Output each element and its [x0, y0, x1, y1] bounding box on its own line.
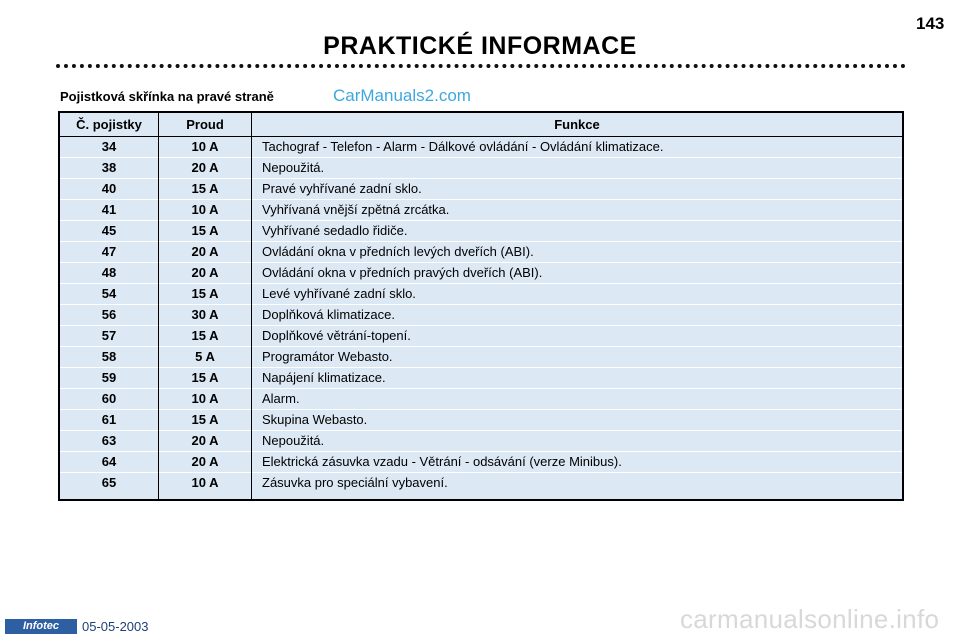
- section-title: Pojistková skřínka na pravé straně: [60, 89, 274, 104]
- fuse-number-cell: 38: [59, 158, 159, 179]
- current-cell: 15 A: [159, 179, 252, 200]
- fuse-number-cell: 61: [59, 410, 159, 431]
- column-header-fuse-number: Č. pojistky: [59, 112, 159, 137]
- footer-watermark: carmanualsonline.info: [680, 604, 940, 634]
- function-cell: Vyhřívané sedadlo řidiče.: [252, 221, 904, 242]
- table-row: [59, 242, 903, 263]
- current-cell: 15 A: [159, 221, 252, 242]
- function-cell: Levé vyhřívané zadní sklo.: [252, 284, 904, 305]
- current-cell: 20 A: [159, 263, 252, 284]
- current-cell: 10 A: [159, 473, 252, 501]
- table-row: [59, 452, 903, 473]
- table-body: [59, 137, 903, 501]
- current-cell: 15 A: [159, 284, 252, 305]
- function-cell: Ovládání okna v předních pravých dveřích (ABI).: [252, 263, 904, 284]
- function-cell: Programátor Webasto.: [252, 347, 904, 368]
- table-row: [59, 305, 903, 326]
- current-cell: 20 A: [159, 452, 252, 473]
- fuse-number-cell: 59: [59, 368, 159, 389]
- table-row: [59, 368, 903, 389]
- fuse-number-cell: 41: [59, 200, 159, 221]
- table-row: [59, 137, 903, 158]
- fuse-table: [58, 111, 904, 501]
- watermark-link[interactable]: CarManuals2.com: [333, 86, 471, 105]
- table-row: [59, 158, 903, 179]
- column-header-function: Funkce: [252, 112, 904, 137]
- fuse-number-cell: 56: [59, 305, 159, 326]
- page-title: PRAKTICKÉ INFORMACE: [323, 32, 637, 60]
- current-cell: 5 A: [159, 347, 252, 368]
- current-cell: 10 A: [159, 200, 252, 221]
- current-cell: 15 A: [159, 326, 252, 347]
- function-cell: Nepoužitá.: [252, 158, 904, 179]
- function-cell: Napájení klimatizace.: [252, 368, 904, 389]
- footer-date: 05-05-2003: [82, 619, 149, 634]
- function-cell: Tachograf - Telefon - Alarm - Dálkové ovládání - Ovládání klimatizace.: [252, 137, 904, 158]
- table-row: [59, 347, 903, 368]
- function-cell: Zásuvka pro speciální vybavení.: [252, 473, 904, 501]
- column-header-current: Proud: [159, 112, 252, 137]
- table-row: [59, 410, 903, 431]
- current-cell: 20 A: [159, 158, 252, 179]
- fuse-number-cell: 48: [59, 263, 159, 284]
- table-row: [59, 389, 903, 410]
- table-row: [59, 179, 903, 200]
- fuse-number-cell: 57: [59, 326, 159, 347]
- table-row: [59, 473, 903, 501]
- current-cell: 10 A: [159, 389, 252, 410]
- current-cell: 20 A: [159, 431, 252, 452]
- function-cell: Ovládání okna v předních levých dveřích (ABI).: [252, 242, 904, 263]
- fuse-number-cell: 63: [59, 431, 159, 452]
- table-row: [59, 284, 903, 305]
- current-cell: 10 A: [159, 137, 252, 158]
- function-cell: Pravé vyhřívané zadní sklo.: [252, 179, 904, 200]
- table-row: [59, 263, 903, 284]
- function-cell: Doplňková klimatizace.: [252, 305, 904, 326]
- fuse-number-cell: 47: [59, 242, 159, 263]
- dotted-divider: [56, 64, 906, 68]
- fuse-number-cell: 65: [59, 473, 159, 501]
- fuse-number-cell: 60: [59, 389, 159, 410]
- page-number: 143: [916, 14, 945, 33]
- function-cell: Doplňkové větrání-topení.: [252, 326, 904, 347]
- table-header-row: [59, 112, 903, 137]
- table-row: [59, 221, 903, 242]
- function-cell: Vyhřívaná vnější zpětná zrcátka.: [252, 200, 904, 221]
- current-cell: 30 A: [159, 305, 252, 326]
- fuse-number-cell: 64: [59, 452, 159, 473]
- fuse-number-cell: 34: [59, 137, 159, 158]
- table-row: [59, 200, 903, 221]
- table-row: [59, 326, 903, 347]
- fuse-number-cell: 40: [59, 179, 159, 200]
- fuse-number-cell: 54: [59, 284, 159, 305]
- fuse-number-cell: 58: [59, 347, 159, 368]
- function-cell: Nepoužitá.: [252, 431, 904, 452]
- function-cell: Elektrická zásuvka vzadu - Větrání - odsávání (verze Minibus).: [252, 452, 904, 473]
- current-cell: 20 A: [159, 242, 252, 263]
- current-cell: 15 A: [159, 410, 252, 431]
- fuse-number-cell: 45: [59, 221, 159, 242]
- function-cell: Skupina Webasto.: [252, 410, 904, 431]
- table-row: [59, 431, 903, 452]
- infotec-logo: Infotec: [5, 619, 77, 634]
- current-cell: 15 A: [159, 368, 252, 389]
- function-cell: Alarm.: [252, 389, 904, 410]
